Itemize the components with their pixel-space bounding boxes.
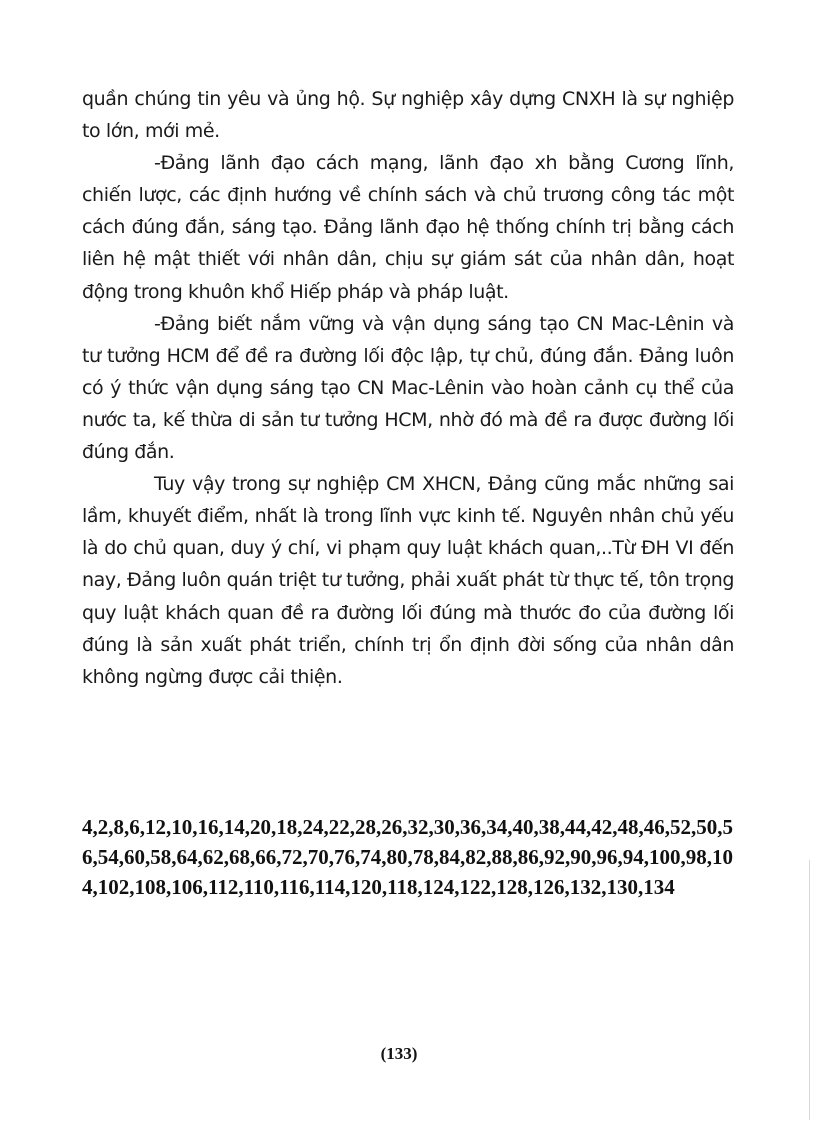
paragraph-1: quần chúng tin yêu và ủng hộ. Sự nghiệp xây dựng CNXH là sự nghiệp to lớn, mới mẻ. (82, 88, 734, 143)
body-text (82, 83, 734, 693)
paragraph-3: -Đảng biết nắm vững và vận dụng sáng tạo CN Mac-Lênin và tư tưởng HCM để đề ra đường lối độc lập, tự chủ, đúng đắn. Đảng luôn có ý thức vận dụng sáng tạo CN Mac-Lênin vào hoàn cảnh cụ thể của nước ta, kế thừa di sản tư tưởng HCM, nhờ đó mà đề ra được đường lối đúng đắn. (82, 312, 734, 464)
number-sequence: 4,2,8,6,12,10,16,14,20,18,24,22,28,26,32,30,36,34,40,38,44,42,48,46,52,50,56,54,60,58,64,62,68,66,72,70,76,74,80,78,84,82,88,86,92,90,96,94,100,98,104,102,108,106,112,110,116,114,120,118,124,122,128,126,132,130,134 (82, 815, 733, 899)
scan-edge-line (809, 860, 810, 1120)
paragraph-2: -Đảng lãnh đạo cách mạng, lãnh đạo xh bằng Cương lĩnh, chiến lược, các định hướng về chính sách và chủ trương công tác một cách đúng đắn, sáng tạo. Đảng lãnh đạo hệ thống chính trị bằng cách liên hệ mật thiết với nhân dân, chịu sự giám sát của nhân dân, hoạt động trong khuôn khổ Hiếp pháp và pháp luật. (82, 152, 734, 303)
paragraph-4: Tuy vậy trong sự nghiệp CM XHCN, Đảng cũng mắc những sai lầm, khuyết điểm, nhất là trong lĩnh vực kinh tế. Nguyên nhân chủ yếu là do chủ quan, duy ý chí, vi phạm quy luật khách quan,..Từ ĐH VI đến nay, Đảng luôn quán triệt tư tưởng, phải xuất phát từ thực tế, tôn trọng quy luật khách quan đề ra đường lối đúng mà thước đo của đường lối đúng là sản xuất phát triển, chính trị ổn định đời sống của nhân dân không ngừng được cải thiện. (82, 473, 734, 688)
page-number: (133) (380, 1044, 418, 1063)
